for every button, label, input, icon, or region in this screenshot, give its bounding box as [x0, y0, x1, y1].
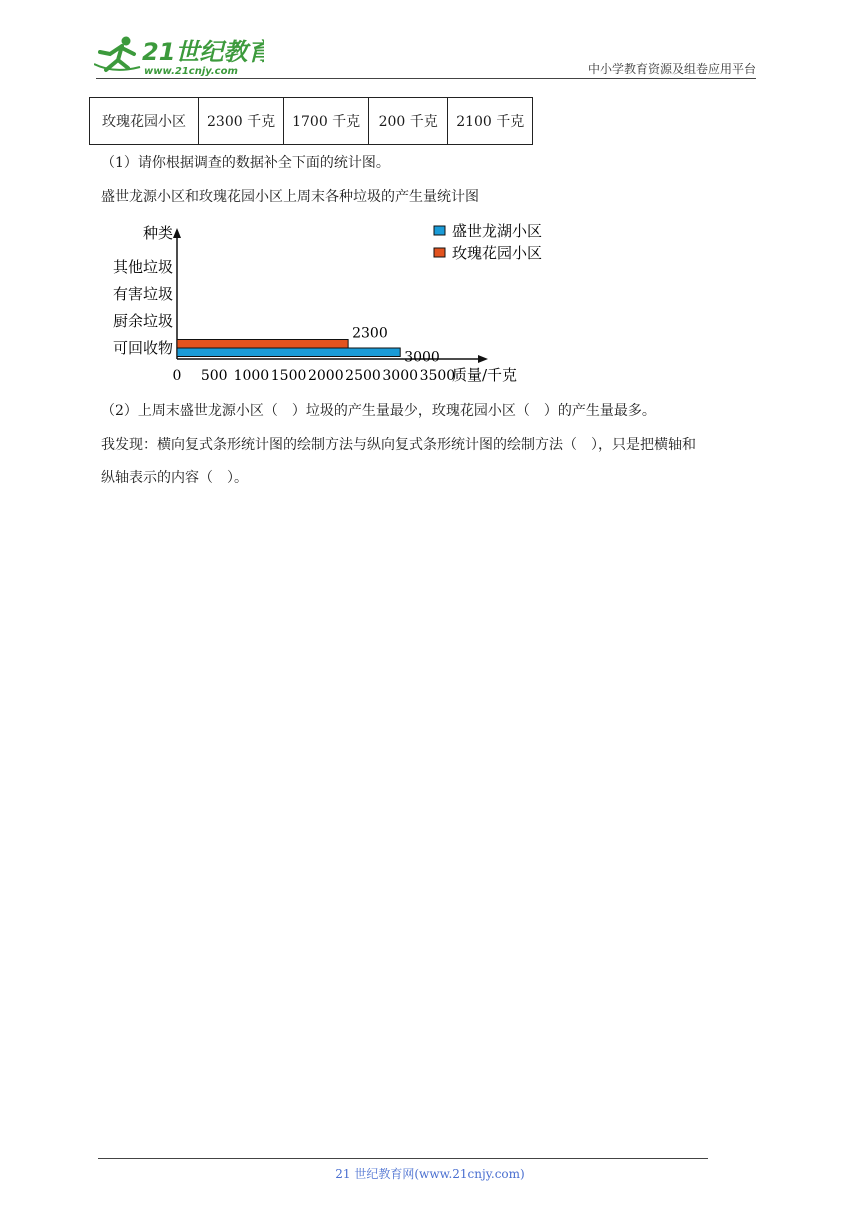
x-tick-label: 2500	[345, 368, 381, 384]
table-cell: 玫瑰花园小区	[90, 98, 199, 145]
table-cell: 2100 千克	[448, 98, 533, 145]
legend-label: 玫瑰花园小区	[452, 244, 543, 262]
category-label: 厨余垃圾	[112, 312, 173, 330]
bar-shengshi	[177, 348, 400, 357]
table-cell: 2300 千克	[199, 98, 284, 145]
logo-url: www.21cnjy.com	[144, 66, 238, 77]
table-cell: 1700 千克	[284, 98, 369, 145]
logo-text: 21世纪教育	[142, 38, 264, 66]
bar-value-label: 2300	[352, 325, 388, 342]
category-label: 其他垃圾	[112, 258, 173, 276]
runner-icon	[94, 34, 264, 78]
site-logo	[94, 34, 264, 78]
x-tick-label: 3000	[382, 368, 419, 384]
x-axis-arrow-icon	[478, 355, 488, 363]
y-axis-label: 种类	[142, 224, 173, 242]
x-tick-label: 1500	[270, 368, 307, 384]
legend-swatch	[434, 226, 445, 235]
header-divider	[96, 78, 756, 79]
x-tick-label: 1000	[233, 368, 270, 384]
x-tick-label: 2000	[307, 368, 344, 384]
legend-label: 盛世龙湖小区	[452, 222, 543, 240]
chart-title: 盛世龙源小区和玫瑰花园小区上周末各种垃圾的产生量统计图	[101, 189, 479, 205]
data-table	[89, 97, 533, 145]
question-2: （2）上周末盛世龙源小区（ ）垃圾的产生量最少，玫瑰花园小区（ ）的产生量最多。	[101, 403, 656, 419]
category-label: 有害垃圾	[112, 285, 173, 303]
category-label: 可回收物	[112, 339, 173, 357]
header-platform-text: 中小学教育资源及组卷应用平台	[587, 62, 756, 76]
legend-swatch	[434, 248, 445, 257]
footer-divider	[98, 1158, 708, 1159]
table-cell: 200 千克	[369, 98, 448, 145]
finding-line-1: 我发现：横向复式条形统计图的绘制方法与纵向复式条形统计图的绘制方法（ ），只是把横轴和	[101, 437, 696, 453]
x-tick-label: 500	[200, 368, 228, 384]
y-axis-arrow-icon	[173, 228, 181, 238]
x-tick-label: 0	[172, 368, 182, 384]
footer-text: 21 世纪教育网(www.21cnjy.com)	[335, 1167, 525, 1181]
horizontal-bar-chart	[96, 218, 556, 388]
x-tick-label: 3500	[419, 368, 456, 384]
x-axis-label: 质量/千克	[452, 366, 518, 384]
bar-meigui	[177, 340, 348, 349]
bar-value-label: 3000	[404, 349, 440, 366]
finding-line-2: 纵轴表示的内容（ ）。	[101, 470, 248, 486]
table-row	[90, 98, 533, 145]
question-1: （1）请你根据调查的数据补全下面的统计图。	[101, 155, 390, 171]
